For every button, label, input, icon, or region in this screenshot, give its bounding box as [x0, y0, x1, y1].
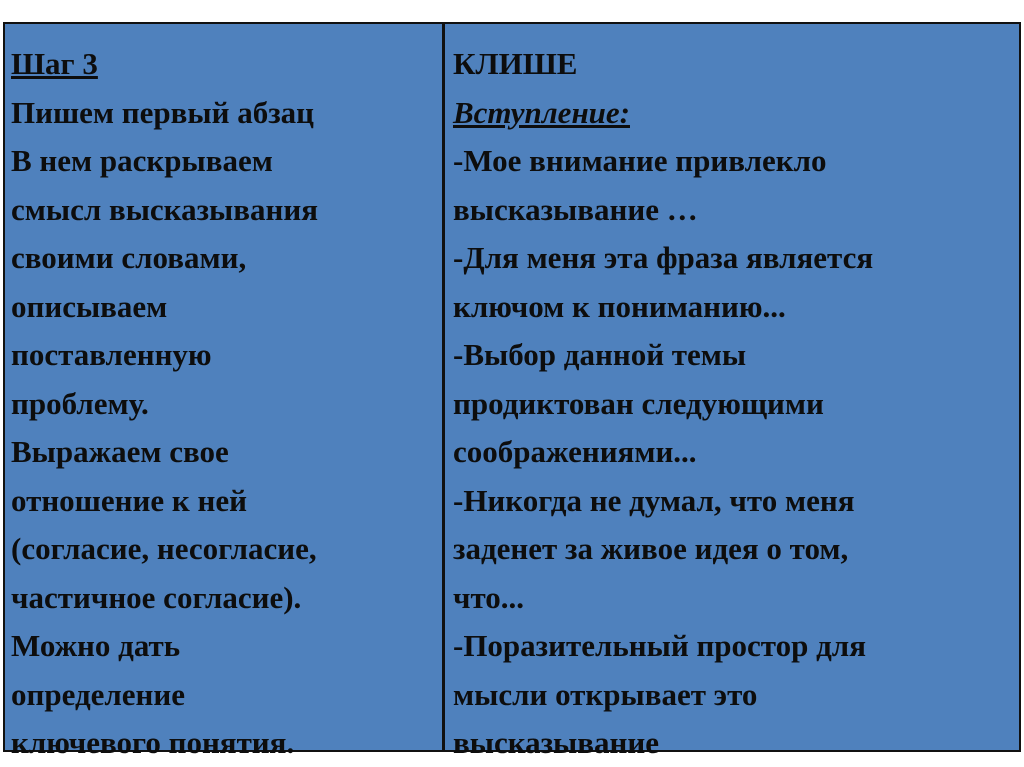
left-line: (согласие, несогласие,	[11, 531, 317, 566]
step-heading: Шаг 3	[11, 46, 98, 81]
left-line: Можно дать	[11, 628, 181, 663]
left-line: поставленную	[11, 337, 212, 372]
left-line: частичное согласие).	[11, 579, 302, 615]
right-line: что...	[453, 579, 525, 615]
left-line: определение	[11, 676, 186, 712]
cliche-heading: КЛИШЕ	[453, 46, 578, 81]
left-line: Пишем первый абзац	[11, 94, 315, 130]
right-line: заденет за живое идея о том,	[453, 531, 849, 566]
right-line: ключом к пониманию...	[453, 288, 786, 324]
left-line: отношение к ней	[11, 482, 247, 518]
right-line: соображениями...	[453, 434, 697, 469]
right-line: -Мое внимание привлекло	[453, 143, 827, 178]
left-line: Выражаем свое	[11, 434, 229, 469]
right-line: -Поразительный простор для	[453, 628, 866, 663]
right-cell	[453, 40, 873, 767]
left-cell	[11, 40, 318, 767]
right-line: продиктован следующими	[453, 385, 824, 421]
right-line: мысли открывает это	[453, 676, 758, 712]
right-line: высказывание	[453, 725, 659, 760]
left-line: своими словами,	[11, 240, 247, 275]
right-line: -Выбор данной темы	[453, 337, 747, 372]
right-line: высказывание …	[453, 191, 698, 227]
left-line: смысл высказывания	[11, 191, 318, 227]
left-line: В нем раскрываем	[11, 143, 273, 178]
right-line: -Никогда не думал, что меня	[453, 482, 855, 518]
introduction-subheading: Вступление:	[453, 94, 630, 130]
left-line: ключевого понятия.	[11, 725, 295, 760]
left-line: проблему.	[11, 385, 149, 421]
content-table	[3, 22, 1021, 760]
column-divider	[442, 24, 445, 750]
right-line: -Для меня эта фраза является	[453, 240, 874, 275]
left-line: описываем	[11, 288, 168, 324]
